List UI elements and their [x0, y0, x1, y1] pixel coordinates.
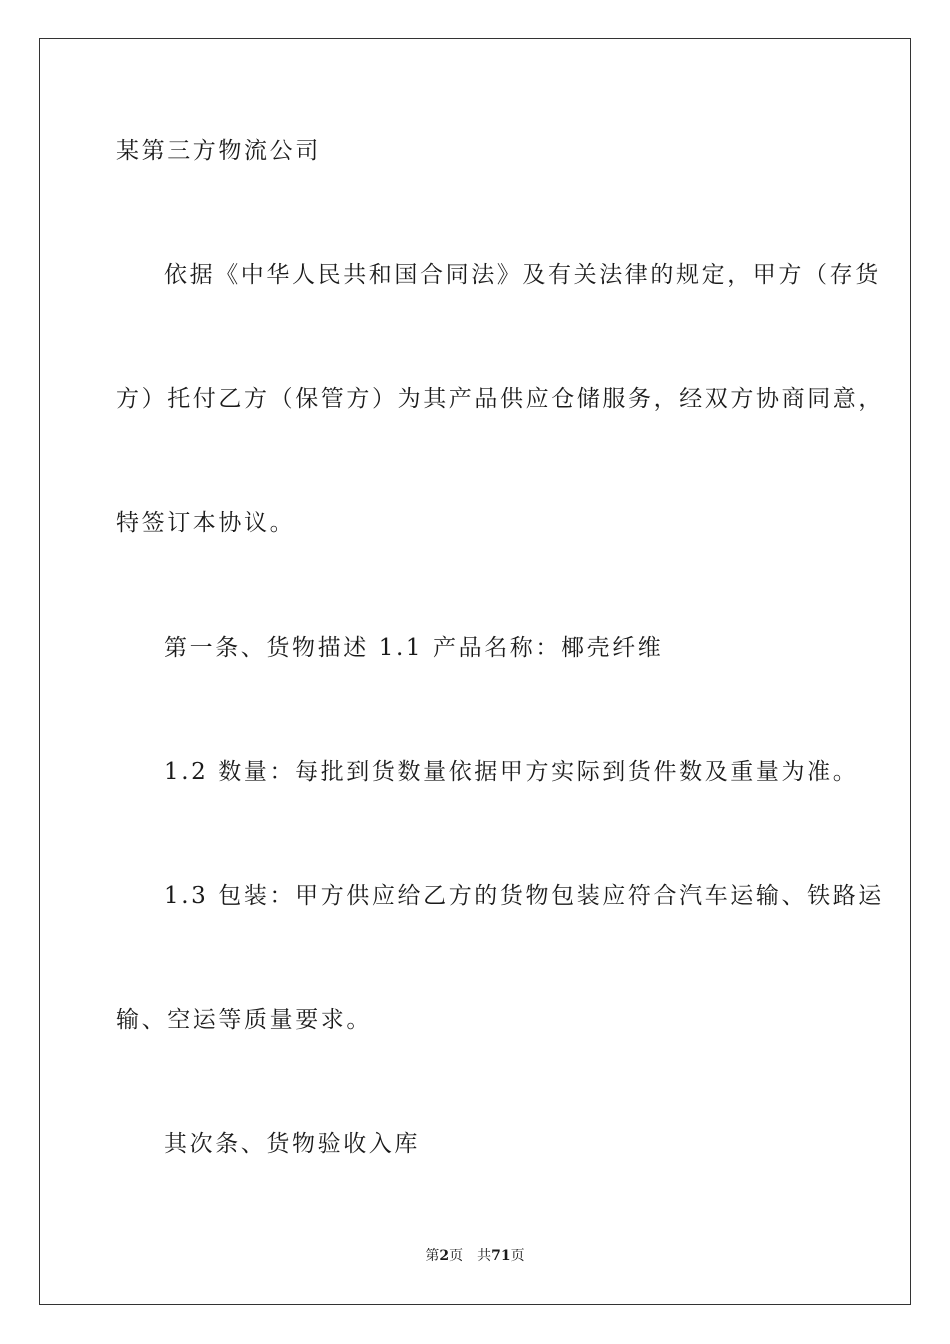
- company-name-line: 某第三方物流公司: [116, 138, 321, 164]
- article-2-heading: 其次条、货物验收入库: [164, 1131, 420, 1157]
- page-footer: [0, 1247, 950, 1265]
- footer-page-number: 2: [439, 1248, 450, 1264]
- clause-1-2: 1.2 数量：每批到货数量依据甲方实际到货件数及重量为准。: [164, 759, 859, 785]
- clause-1-3-line-2: 输、空运等质量要求。: [116, 1007, 372, 1033]
- clause-1-3-line-1: 1.3 包装：甲方供应给乙方的货物包装应符合汽车运输、铁路运: [164, 883, 884, 909]
- article-1-heading: 第一条、货物描述 1.1 产品名称：椰壳纤维: [164, 635, 664, 661]
- paragraph-line-2: 方）托付乙方（保管方）为其产品供应仓储服务，经双方协商同意，: [116, 386, 884, 412]
- footer-total-prefix: 共: [477, 1248, 492, 1264]
- footer-total-suffix: 页: [510, 1248, 525, 1264]
- footer-total-pages: 71: [491, 1248, 511, 1264]
- footer-page-prefix: 第: [425, 1248, 440, 1264]
- paragraph-line-1: 依据《中华人民共和国合同法》及有关法律的规定，甲方（存货: [164, 262, 881, 288]
- page-border: [39, 38, 911, 1305]
- footer-page-suffix: 页: [449, 1248, 464, 1264]
- paragraph-line-3: 特签订本协议。: [116, 510, 296, 536]
